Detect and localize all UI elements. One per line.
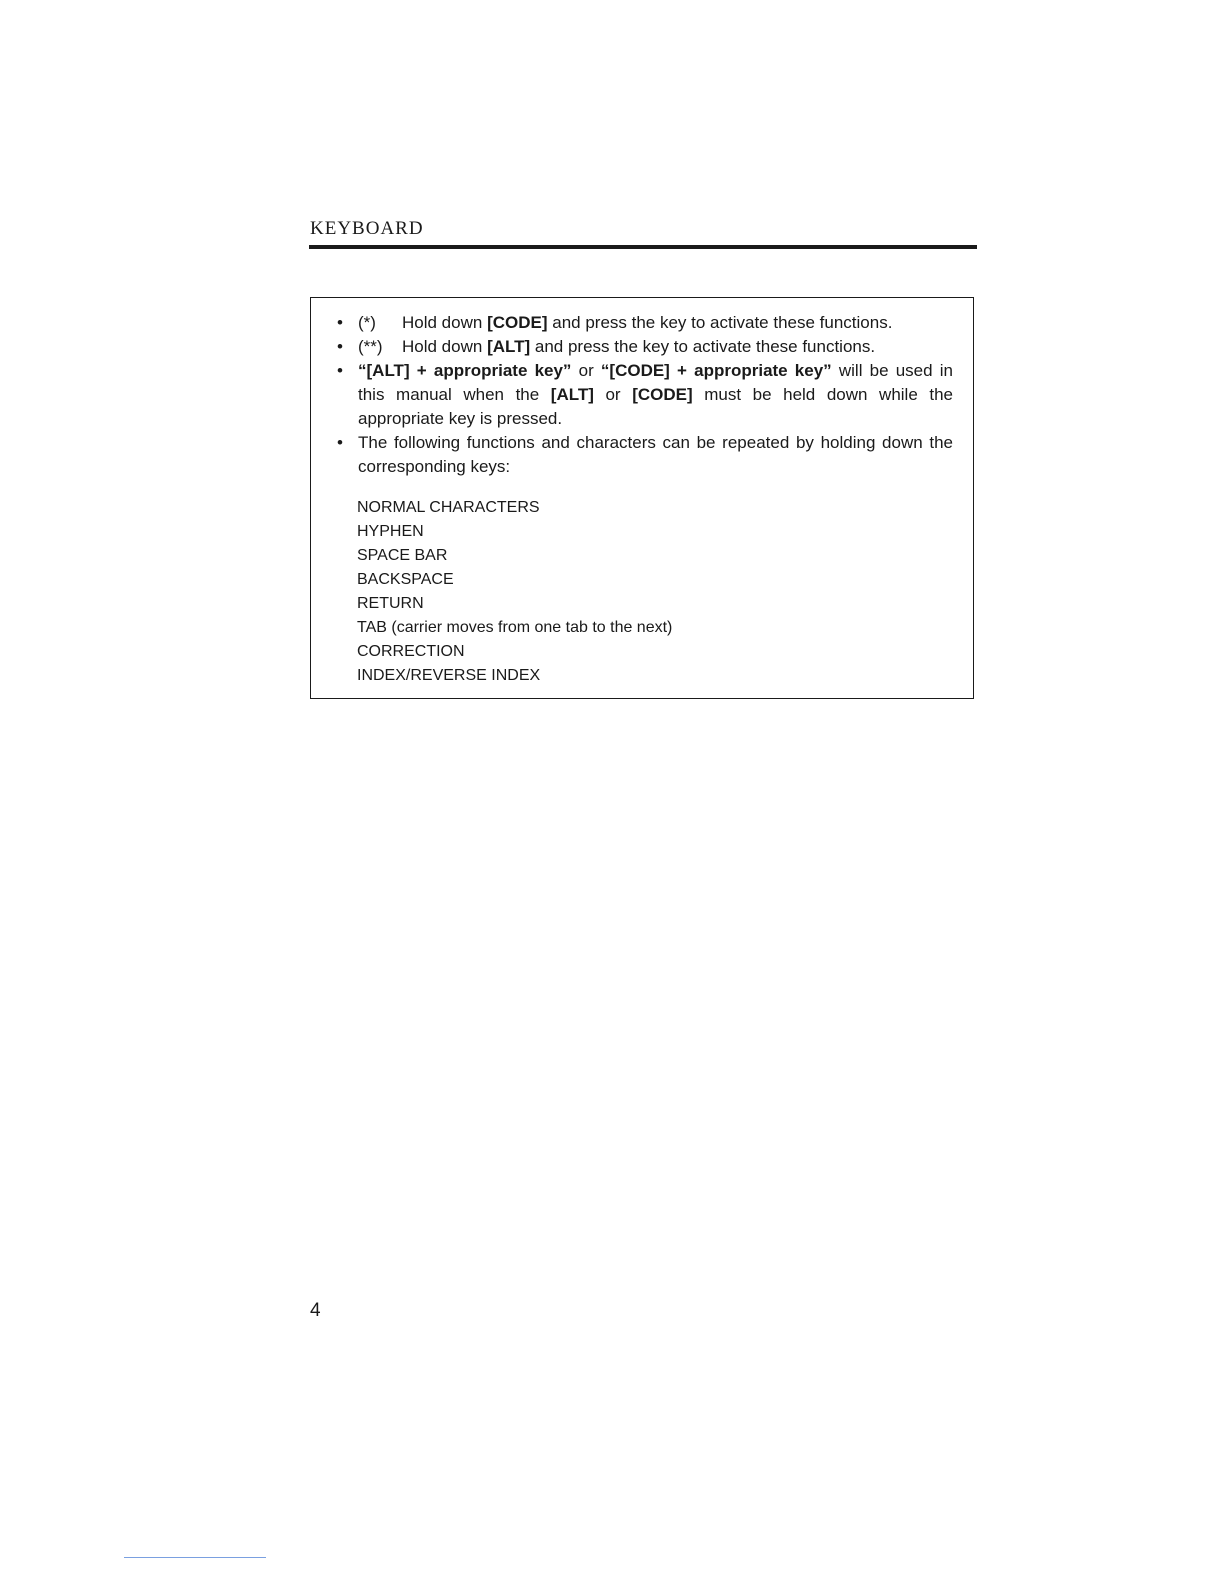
key-code: [CODE] bbox=[632, 385, 693, 404]
code-key-phrase: “[CODE] + appropriate key” bbox=[600, 361, 832, 380]
list-item: HYPHEN bbox=[357, 523, 424, 540]
note-text: The following functions and characters can be repeated by holding down the corresponding keys: bbox=[358, 433, 953, 476]
list-item: SPACE BAR bbox=[357, 547, 448, 564]
note-repeat-keys bbox=[337, 431, 953, 479]
list-item: RETURN bbox=[357, 595, 424, 612]
page-number: 4 bbox=[310, 1300, 321, 1321]
note-text: or bbox=[593, 385, 633, 404]
bullet-icon: • bbox=[337, 313, 343, 332]
key-code: [CODE] bbox=[487, 313, 548, 332]
footer-divider bbox=[124, 1557, 266, 1558]
note-text: will be used in this manual when the bbox=[358, 361, 953, 404]
alt-key-phrase: “[ALT] + appropriate key” bbox=[358, 361, 572, 380]
note-marker: (**) bbox=[358, 337, 383, 356]
section-title: KEYBOARD bbox=[310, 218, 424, 239]
note-alt-function bbox=[337, 335, 953, 359]
bullet-icon: • bbox=[337, 337, 343, 356]
notes-box bbox=[310, 297, 974, 699]
repeatable-keys-list bbox=[357, 496, 672, 688]
key-alt: [ALT] bbox=[487, 337, 531, 356]
note-key-convention bbox=[337, 359, 953, 431]
list-item: TAB (carrier moves from one tab to the next) bbox=[357, 619, 673, 636]
note-text: must be held down while the appropriate key is pressed. bbox=[358, 385, 953, 428]
note-text: and press the key to activate these functions. bbox=[530, 337, 876, 356]
notes-list bbox=[337, 311, 953, 479]
bullet-icon: • bbox=[337, 433, 343, 452]
title-divider bbox=[309, 245, 977, 249]
key-alt: [ALT] bbox=[550, 385, 594, 404]
note-text: Hold down bbox=[402, 337, 488, 356]
list-item: NORMAL CHARACTERS bbox=[357, 499, 540, 516]
note-text: and press the key to activate these functions. bbox=[547, 313, 893, 332]
bullet-icon: • bbox=[337, 361, 343, 380]
note-marker: (*) bbox=[358, 313, 376, 332]
note-text: or bbox=[571, 361, 601, 380]
note-code-function bbox=[337, 311, 953, 335]
list-item: INDEX/REVERSE INDEX bbox=[357, 667, 541, 684]
list-item: CORRECTION bbox=[357, 643, 465, 660]
note-text: Hold down bbox=[402, 313, 488, 332]
list-item: BACKSPACE bbox=[357, 571, 454, 588]
